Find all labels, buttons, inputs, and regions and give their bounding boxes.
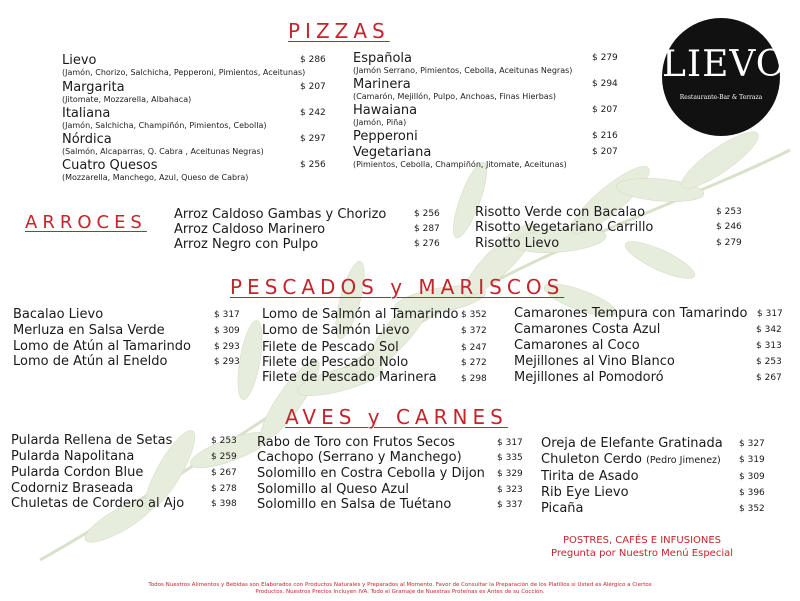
menu-item xyxy=(62,158,248,183)
item-name: Lomo de Salmón al Tamarindo xyxy=(262,307,459,322)
item-price: $ 309 xyxy=(739,472,765,482)
item-desc: (Jitomate, Mozzarella, Albahaca) xyxy=(62,95,192,104)
menu-item xyxy=(353,145,567,170)
item-desc: (Jamón, Chorizo, Salchicha, Pepperoni, Pimientos, Aceitunas) xyxy=(62,68,306,77)
item-price: $ 287 xyxy=(414,224,440,234)
menu-item xyxy=(353,77,556,102)
item-price: $ 267 xyxy=(756,373,782,383)
pizzas-title: PIZZAS xyxy=(288,19,390,43)
item-price: $ 294 xyxy=(592,79,618,89)
item-price: $ 207 xyxy=(592,105,618,115)
item-price: $ 247 xyxy=(461,343,487,353)
item-name: Tirita de Asado xyxy=(541,469,639,484)
item-desc: (Mozzarella, Manchego, Azul, Queso de Cabra) xyxy=(62,173,249,182)
item-name: Pularda Napolitana xyxy=(11,449,135,464)
item-name: Mejillones al Vino Blanco xyxy=(514,354,675,369)
item-price: $ 335 xyxy=(497,453,523,463)
item-name: Arroz Negro con Pulpo xyxy=(174,237,319,252)
item-price: $ 319 xyxy=(739,455,765,465)
menu-item xyxy=(62,53,305,78)
item-price: $ 297 xyxy=(300,134,326,144)
item-name: Lomo de Atún al Eneldo xyxy=(13,354,168,369)
restaurant-logo xyxy=(662,18,787,136)
item-price: $ 317 xyxy=(757,309,783,319)
item-name: Pularda Rellena de Setas xyxy=(11,433,173,448)
menu-item xyxy=(541,452,721,468)
item-name: Merluza en Salsa Verde xyxy=(13,323,165,338)
item-price: $ 293 xyxy=(214,357,240,367)
item-name: Hawaiana xyxy=(353,103,418,118)
item-price: $ 207 xyxy=(592,147,618,157)
item-price: $ 313 xyxy=(756,341,782,351)
item-name: Filete de Pescado Sol xyxy=(262,340,399,355)
item-price: $ 298 xyxy=(461,374,487,384)
footer-disclaimer-1: Todos Nuestros Alimentos y Bebidas son Elaborados con Productos Naturales y Preparados al Momento. Favor de Consultar la Preparación de los Platillos si Usted es Alérgico a Ciertos xyxy=(148,582,652,588)
item-price: $ 216 xyxy=(592,131,618,141)
item-desc: (Salmón, Alcaparras, Q. Cabra , Aceitunas Negras) xyxy=(62,147,264,156)
item-name: Nórdica xyxy=(62,132,112,147)
item-name: Bacalao Lievo xyxy=(13,307,104,322)
aves-title: AVES y CARNES xyxy=(285,405,508,429)
arroces-title: ARROCES xyxy=(25,212,147,233)
item-price: $ 246 xyxy=(716,222,742,232)
item-price: $ 396 xyxy=(739,488,765,498)
item-price: $ 272 xyxy=(461,358,487,368)
item-desc: (Jamón Serrano, Pimientos, Cebolla, Aceitunas Negras) xyxy=(353,66,573,75)
item-name: Chuletas de Cordero al Ajo xyxy=(11,496,185,511)
item-name: Solomillo en Costra Cebolla y Dijon xyxy=(257,466,485,481)
item-name: Filete de Pescado Nolo xyxy=(262,355,409,370)
item-name: Camarones Costa Azul xyxy=(514,322,661,337)
item-name: Codorniz Braseada xyxy=(11,481,134,496)
item-name: Arroz Caldoso Gambas y Chorizo xyxy=(174,207,387,222)
item-name: Solomillo al Queso Azul xyxy=(257,482,409,497)
logo-subtitle: Restaurante-Bar & Terraza xyxy=(679,94,763,101)
logo-name: LIEVO xyxy=(662,44,787,85)
item-name: Italiana xyxy=(62,106,111,121)
item-price: $ 286 xyxy=(300,55,326,65)
item-price: $ 398 xyxy=(211,499,237,509)
promo-desserts: POSTRES, CAFÉS E INFUSIONES xyxy=(562,535,722,546)
item-name: Chuleton Cerdo xyxy=(541,452,642,467)
menu-item xyxy=(62,132,264,157)
item-price: $ 278 xyxy=(211,484,237,494)
item-name: Pepperoni xyxy=(353,129,418,144)
menu-item xyxy=(353,51,572,76)
item-price: $ 256 xyxy=(300,160,326,170)
item-name: Rabo de Toro con Frutos Secos xyxy=(257,435,455,450)
item-desc: (Camarón, Mejillón, Pulpo, Anchoas, Finas Hierbas) xyxy=(353,92,556,101)
item-price: $ 329 xyxy=(497,469,523,479)
item-price: $ 309 xyxy=(214,326,240,336)
item-price: $ 327 xyxy=(739,439,765,449)
item-name: Filete de Pescado Marinera xyxy=(262,370,437,385)
item-price: $ 253 xyxy=(211,436,237,446)
item-name: Margarita xyxy=(62,80,125,95)
item-desc: (Jamón, Piña) xyxy=(353,118,407,127)
promo-special-menu: Pregunta por Nuestro Menú Especial xyxy=(550,548,734,559)
item-name: Pularda Cordon Blue xyxy=(11,465,144,480)
item-price: $ 352 xyxy=(461,310,487,320)
item-price: $ 253 xyxy=(716,207,742,217)
item-name: Solomillo en Salsa de Tuétano xyxy=(257,497,452,512)
item-price: $ 317 xyxy=(497,438,523,448)
item-name: Marinera xyxy=(353,77,411,92)
item-price: $ 337 xyxy=(497,500,523,510)
item-price: $ 279 xyxy=(716,238,742,248)
item-name: Cuatro Quesos xyxy=(62,158,158,173)
item-price: $ 259 xyxy=(211,452,237,462)
item-name: Risotto Lievo xyxy=(475,236,560,251)
footer-disclaimer-2: Productos. Nuestros Precios Incluyen IVA. Todo el Gramaje de Nuestras Proteínas es Antes de su Cocción. xyxy=(255,589,545,595)
item-name: Española xyxy=(353,51,412,66)
item-price: $ 267 xyxy=(211,468,237,478)
item-desc: (Pimientos, Cebolla, Champiñón, Jitomate, Aceitunas) xyxy=(353,160,567,169)
item-name: Lievo xyxy=(62,53,97,68)
menu-item xyxy=(353,103,417,128)
menu-item xyxy=(62,106,266,131)
menu-item xyxy=(62,80,191,105)
item-price: $ 323 xyxy=(497,485,523,495)
item-price: $ 342 xyxy=(756,325,782,335)
item-name: Lomo de Salmón Lievo xyxy=(262,323,410,338)
item-price: $ 276 xyxy=(414,239,440,249)
item-name: Cachopo (Serrano y Manchego) xyxy=(257,450,462,465)
item-price: $ 256 xyxy=(414,209,440,219)
item-name: Camarones Tempura con Tamarindo xyxy=(514,306,748,321)
item-name: Camarones al Coco xyxy=(514,338,640,353)
item-name: Picaña xyxy=(541,501,584,516)
item-price: $ 207 xyxy=(300,82,326,92)
item-name: Oreja de Elefante Gratinada xyxy=(541,436,723,451)
item-price: $ 372 xyxy=(461,326,487,336)
item-name: Mejillones al Pomodoró xyxy=(514,370,664,385)
item-name: Vegetariana xyxy=(353,145,432,160)
item-name: Rib Eye Lievo xyxy=(541,485,629,500)
item-name: Risotto Verde con Bacalao xyxy=(475,205,646,220)
item-name: Risotto Vegetariano Carrillo xyxy=(475,220,654,235)
item-desc: (Jamón, Salchicha, Champiñón, Pimientos, Cebolla) xyxy=(62,121,267,130)
pescados-title: PESCADOS y MARISCOS xyxy=(230,275,565,299)
item-name: Arroz Caldoso Marinero xyxy=(174,222,326,237)
item-price: $ 317 xyxy=(214,310,240,320)
item-note: (Pedro Jimenez) xyxy=(646,455,721,466)
item-price: $ 242 xyxy=(300,108,326,118)
item-price: $ 279 xyxy=(592,53,618,63)
item-name: Lomo de Atún al Tamarindo xyxy=(13,339,191,354)
item-price: $ 253 xyxy=(756,357,782,367)
item-price: $ 293 xyxy=(214,342,240,352)
item-price: $ 352 xyxy=(739,504,765,514)
menu-item xyxy=(353,129,418,144)
